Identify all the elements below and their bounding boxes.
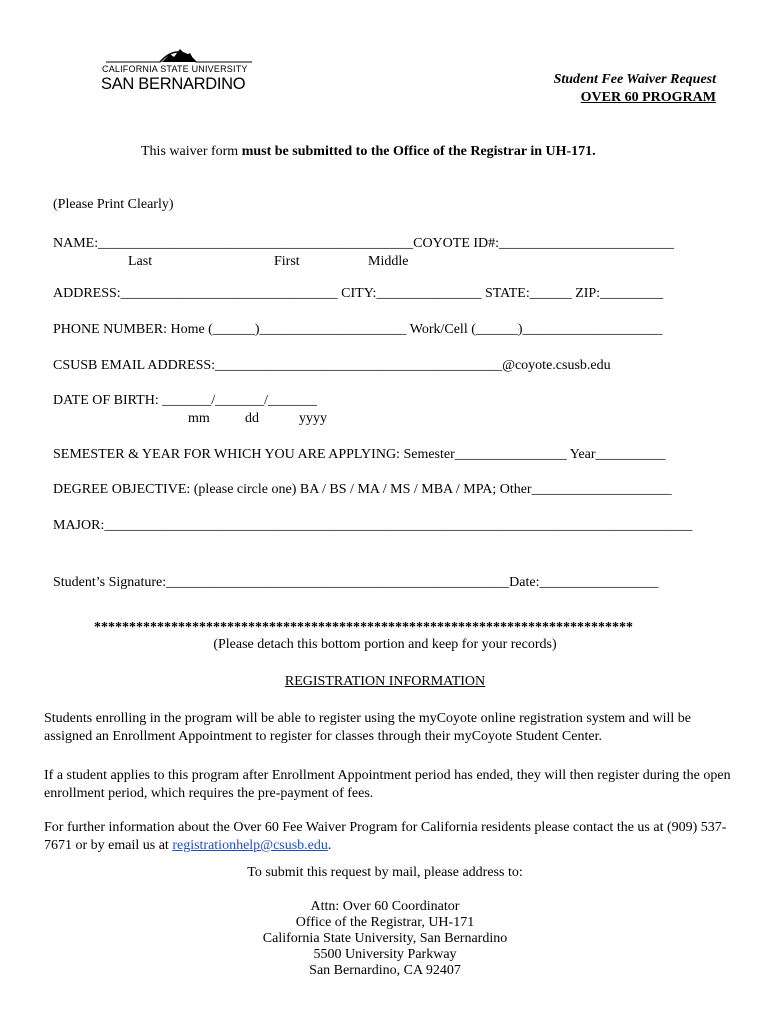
email-field[interactable]: CSUSB EMAIL ADDRESS:_________________________________________@coyote.csusb.edu <box>53 358 611 373</box>
registration-email-link[interactable]: registrationhelp@csusb.edu <box>172 838 328 853</box>
registration-heading: REGISTRATION INFORMATION <box>284 674 486 689</box>
logo-university-text: CALIFORNIA STATE UNIVERSITY <box>102 64 248 74</box>
degree-field[interactable]: DEGREE OBJECTIVE: (please circle one) BA / BS / MA / MS / MBA / MPA; Other____________________ <box>53 482 672 497</box>
registration-para-2: If a student applies to this program after Enrollment Appointment period has ended, they will then register during the open enrollment period, which requires the pre-payment of fees. <box>44 768 731 801</box>
dob-field[interactable]: DATE OF BIRTH: _______/_______/_______ <box>53 393 317 408</box>
form-title: Student Fee Waiver Request <box>553 72 716 87</box>
mail-instructions: To submit this request by mail, please address to: <box>247 865 523 880</box>
dob-label-yyyy: yyyy <box>299 411 327 426</box>
dob-label-mm: mm <box>188 411 210 426</box>
mailing-address <box>0 899 770 979</box>
intro-prefix: This waiver form <box>141 144 242 159</box>
detach-separator: ***************************************************************************** <box>94 620 633 635</box>
phone-field[interactable]: PHONE NUMBER: Home (______)_____________________ Work/Cell (______)____________________ <box>53 322 663 337</box>
name-label-first: First <box>274 254 300 269</box>
signature-field[interactable]: Student’s Signature:_________________________________________________Date:_________________ <box>53 575 659 590</box>
intro-bold: must be submitted to the Office of the Registrar in UH-171. <box>241 144 596 159</box>
name-label-last: Last <box>128 254 153 269</box>
contact-text-end: . <box>327 838 332 853</box>
name-label-middle: Middle <box>368 254 409 269</box>
contact-text: For further information about the Over 60 Fee Waiver Program for California residents please contact the us at (909) 537-7671 or by email us at <box>44 820 727 853</box>
address-field[interactable]: ADDRESS:_______________________________ CITY:_______________ STATE:______ ZIP:_________ <box>53 286 664 301</box>
address-line-1: Attn: Over 60 Coordinator <box>310 899 460 914</box>
address-line-3: California State University, San Bernardino <box>262 931 508 946</box>
detach-note: (Please detach this bottom portion and keep for your records) <box>213 637 557 652</box>
address-line-4: 5500 University Parkway <box>313 947 457 962</box>
registration-para-3 <box>44 819 734 855</box>
registration-para-1: Students enrolling in the program will be able to register using the myCoyote online registration system and will be assigned an Enrollment Appointment to register for classes through their myCoyote Student Center. <box>44 711 691 744</box>
major-field[interactable]: MAJOR:____________________________________________________________________________________ <box>53 518 693 533</box>
logo-campus-text: SAN BERNARDINO <box>101 75 246 93</box>
form-subtitle: OVER 60 PROGRAM <box>580 90 716 105</box>
dob-label-dd: dd <box>245 411 259 426</box>
semester-field[interactable]: SEMESTER & YEAR FOR WHICH YOU ARE APPLYING: Semester________________ Year__________ <box>53 447 666 462</box>
name-field[interactable]: NAME:_____________________________________________COYOTE ID#:_________________________ <box>53 236 675 251</box>
intro-text <box>141 144 596 160</box>
print-clearly-note: (Please Print Clearly) <box>53 197 174 212</box>
address-line-5: San Bernardino, CA 92407 <box>309 963 461 978</box>
address-line-2: Office of the Registrar, UH-171 <box>295 915 475 930</box>
csusb-logo <box>100 40 260 100</box>
